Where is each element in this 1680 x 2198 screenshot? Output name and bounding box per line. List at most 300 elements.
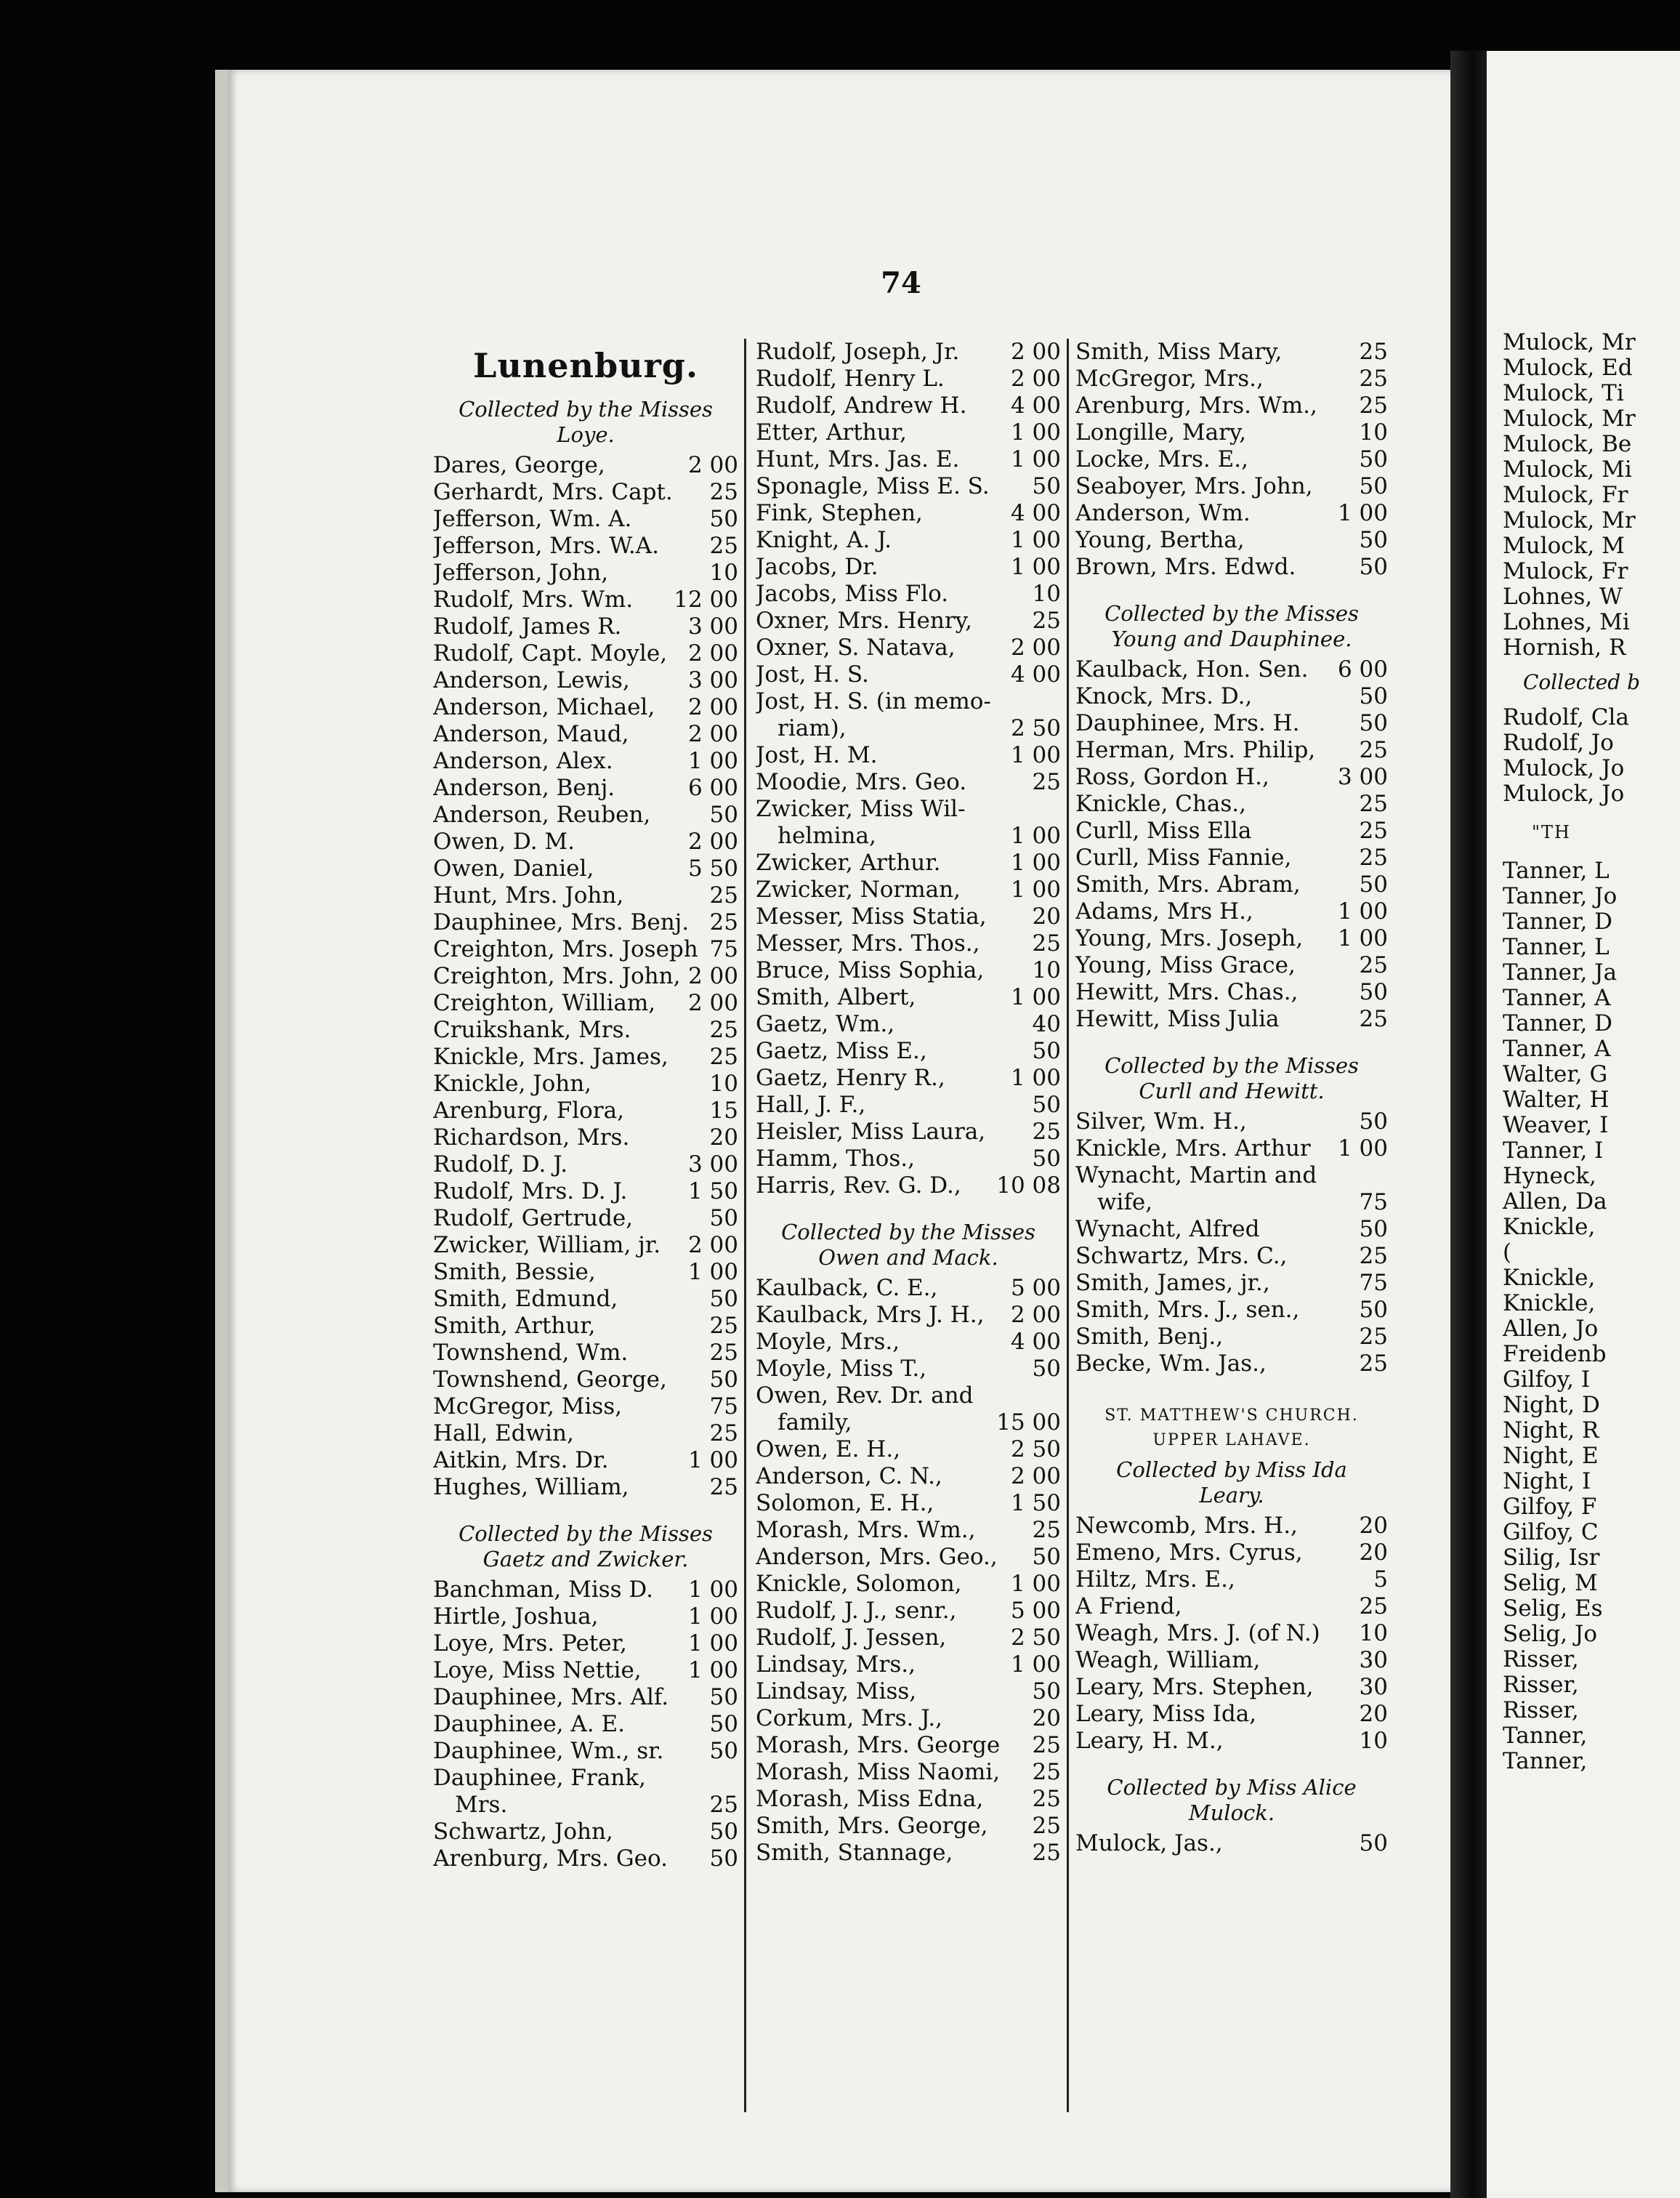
donor-name: Oxner, S. Natava, — [756, 635, 956, 661]
donation-amount: 50 — [1359, 683, 1388, 709]
donor-row — [1075, 1830, 1388, 1857]
right-page-line: Tanner, A — [1503, 985, 1611, 1011]
donor-name: Cruikshank, Mrs. — [433, 1017, 631, 1043]
church-heading-line: UPPER LAHAVE. — [1152, 1431, 1311, 1449]
right-page-line: Mulock, Ed — [1503, 355, 1633, 381]
right-page-line: Mulock, Jo — [1503, 781, 1625, 807]
donor-name: Morash, Mrs. George — [756, 1732, 1001, 1758]
donation-amount: 1 00 — [1010, 1651, 1061, 1678]
collector-note — [433, 1517, 738, 1577]
donor-row — [756, 1356, 1061, 1382]
donor-name: Wynacht, Alfred — [1075, 1216, 1260, 1242]
donation-amount: 3 00 — [687, 613, 738, 640]
donor-row — [433, 856, 738, 882]
right-page-line: Night, E — [1503, 1443, 1599, 1469]
donation-amount: 50 — [1359, 871, 1388, 898]
collector-note-line: Collected by the Misses — [1104, 601, 1359, 626]
donor-name: Anderson, Lewis, — [433, 667, 630, 693]
donor-name: Longille, Mary, — [1075, 419, 1247, 446]
donor-row — [433, 1098, 738, 1124]
donation-amount: 50 — [1032, 1092, 1061, 1118]
donor-row — [1075, 1216, 1388, 1243]
donation-amount — [734, 1765, 738, 1792]
right-page-line: Hyneck, — [1503, 1163, 1596, 1189]
donor-row — [433, 721, 738, 748]
donation-amount: 10 — [709, 560, 738, 586]
donation-amount: 5 00 — [1010, 1275, 1061, 1301]
donation-amount: 40 — [1032, 1011, 1061, 1037]
donation-amount: 50 — [1359, 527, 1388, 553]
donor-name: Messer, Mrs. Thos., — [756, 930, 980, 957]
donor-row — [756, 688, 1061, 715]
right-page-line: Night, D — [1503, 1392, 1600, 1418]
donor-row — [756, 769, 1061, 796]
right-page-line: ( — [1503, 1239, 1512, 1265]
donor-name: Silver, Wm. H., — [1075, 1108, 1247, 1135]
donation-amount: 1 00 — [1010, 877, 1061, 903]
donation-amount: 50 — [1032, 1356, 1061, 1382]
donor-name: Rudolf, Gertrude, — [433, 1205, 634, 1231]
donor-row — [756, 473, 1061, 500]
donation-amount: 50 — [1359, 446, 1388, 472]
donation-amount: 1 00 — [687, 1447, 738, 1473]
donation-amount: 50 — [1359, 1297, 1388, 1323]
donation-amount: 1 50 — [1010, 1490, 1061, 1516]
collector-note-line: Collected by the Misses Loye. — [459, 397, 713, 447]
donor-row — [756, 1651, 1061, 1678]
donor-row — [756, 742, 1061, 769]
donor-row — [433, 533, 738, 560]
donor-row — [756, 1705, 1061, 1732]
donor-row — [1075, 925, 1388, 952]
donation-amount: 12 00 — [674, 587, 738, 613]
donor-row — [433, 1819, 738, 1845]
right-page-line: Mulock, Mr — [1503, 507, 1636, 534]
donor-row — [1075, 419, 1388, 446]
donor-row — [433, 1845, 738, 1872]
donation-amount: 50 — [1359, 554, 1388, 580]
donor-name: Knickle, Solomon, — [756, 1571, 962, 1597]
donor-name: Rudolf, Capt. Moyle, — [433, 640, 668, 667]
donor-name: Brown, Mrs. Edwd. — [1075, 554, 1296, 580]
donor-row — [433, 1657, 738, 1684]
donor-row — [1075, 473, 1388, 500]
donor-row — [433, 1765, 738, 1792]
donation-amount: 25 — [1032, 769, 1061, 795]
donation-amount: 30 — [1359, 1674, 1388, 1700]
donor-name: Zwicker, Miss Wil- — [756, 796, 966, 822]
donor-row — [756, 1786, 1061, 1813]
donation-amount: 1 00 — [1337, 500, 1388, 526]
donation-amount: 2 00 — [687, 452, 738, 478]
donor-name: Smith, Benj., — [1075, 1324, 1224, 1350]
donation-amount — [1384, 1162, 1388, 1189]
donor-row — [756, 1092, 1061, 1119]
donation-amount: 75 — [709, 936, 738, 962]
donation-amount: 1 00 — [1010, 984, 1061, 1010]
donation-amount: 25 — [1359, 1593, 1388, 1619]
right-page-line: Tanner, Jo — [1503, 883, 1618, 909]
right-page-line: Hornish, R — [1503, 635, 1626, 661]
donation-amount: 2 00 — [687, 694, 738, 720]
donor-row — [1075, 339, 1388, 366]
donor-row — [756, 1172, 1061, 1199]
right-page-line: Tanner, D — [1503, 909, 1613, 935]
right-page-line: Gilfoy, F — [1503, 1494, 1597, 1520]
donor-name: wife, — [1097, 1189, 1153, 1215]
church-heading — [1075, 1393, 1388, 1453]
donor-row — [433, 1366, 738, 1393]
donor-row — [756, 1625, 1061, 1651]
donor-row — [756, 1571, 1061, 1598]
donation-amount: 50 — [1032, 1146, 1061, 1172]
donor-row — [433, 1603, 738, 1630]
donor-name: Oxner, Mrs. Henry, — [756, 608, 972, 634]
donor-row — [756, 1598, 1061, 1625]
right-page-line: Night, R — [1503, 1417, 1599, 1444]
donor-name: Knickle, Mrs. Arthur — [1075, 1135, 1311, 1162]
right-page-line: Mulock, Be — [1503, 431, 1632, 457]
donor-name: Hall, J. F., — [756, 1092, 866, 1118]
donation-amount — [1057, 688, 1061, 715]
donor-row — [756, 1678, 1061, 1705]
right-page-line: Allen, Jo — [1503, 1316, 1599, 1342]
donation-amount: 1 00 — [1010, 742, 1061, 768]
donation-amount: 4 00 — [1010, 1329, 1061, 1355]
collector-note-line: Collected by Miss Ida — [1116, 1457, 1347, 1482]
right-page-line: Weaver, I — [1503, 1112, 1609, 1138]
donor-row — [756, 1329, 1061, 1356]
donor-row — [1075, 1297, 1388, 1324]
donor-row — [433, 1393, 738, 1420]
right-page-line: Mulock, Mr — [1503, 329, 1636, 355]
donor-name: Moyle, Mrs., — [756, 1329, 900, 1355]
donor-name: Knickle, Chas., — [1075, 791, 1246, 817]
donor-name: Schwartz, Mrs. C., — [1075, 1243, 1288, 1269]
donor-row — [1075, 1324, 1388, 1350]
donation-amount: 25 — [1032, 930, 1061, 957]
donor-name: Becke, Wm. Jas., — [1075, 1350, 1267, 1377]
donor-row — [756, 1302, 1061, 1329]
donor-row — [1075, 710, 1388, 737]
donor-row — [1075, 1108, 1388, 1135]
donation-amount: 50 — [709, 1845, 738, 1872]
donor-name: Jefferson, John, — [433, 560, 609, 586]
donation-amount: 1 00 — [1010, 1571, 1061, 1597]
donation-amount: 25 — [1359, 339, 1388, 365]
column-2 — [756, 339, 1061, 1867]
donation-amount — [1057, 796, 1061, 823]
right-page-line: Mulock, Mr — [1503, 406, 1636, 432]
section-gap — [1075, 1033, 1388, 1049]
donation-amount: 5 50 — [687, 856, 738, 882]
column-1 — [433, 339, 738, 1872]
donation-amount: 20 — [1032, 1705, 1061, 1731]
donor-row — [433, 775, 738, 802]
donation-amount: 25 — [1359, 818, 1388, 844]
donor-name: Smith, Bessie, — [433, 1259, 596, 1285]
donor-name: McGregor, Miss, — [433, 1393, 622, 1420]
donor-row — [756, 1119, 1061, 1146]
donor-row — [433, 560, 738, 587]
right-page-line: Gilfoy, C — [1503, 1519, 1599, 1545]
donation-amount: 75 — [1359, 1270, 1388, 1296]
donor-name: Corkum, Mrs. J., — [756, 1705, 942, 1731]
donor-row — [433, 1259, 738, 1286]
donor-row — [433, 1205, 738, 1232]
donor-row — [756, 635, 1061, 661]
donation-amount: 75 — [709, 1393, 738, 1420]
donor-row — [756, 1732, 1061, 1759]
donor-row — [1075, 1728, 1388, 1755]
donor-row — [1075, 898, 1388, 925]
donor-row — [1075, 791, 1388, 818]
donor-name: Knickle, John, — [433, 1071, 592, 1097]
donor-name: Young, Mrs. Joseph, — [1075, 925, 1304, 951]
donation-amount: 25 — [1032, 1517, 1061, 1543]
collector-note-line: Collected by the Misses — [781, 1220, 1035, 1244]
donation-amount: 2 50 — [1010, 1436, 1061, 1462]
right-page-line: Tanner, A — [1503, 1036, 1611, 1062]
donor-row — [756, 419, 1061, 446]
donor-row — [756, 1038, 1061, 1065]
donation-amount: 1 00 — [1337, 925, 1388, 951]
donor-row — [1075, 1243, 1388, 1270]
donation-amount: 25 — [1359, 791, 1388, 817]
donation-amount: 20 — [1359, 1513, 1388, 1539]
donor-name: Arenburg, Mrs. Wm., — [1075, 392, 1317, 419]
right-page-column — [1503, 330, 1680, 1774]
donor-name: Morash, Mrs. Wm., — [756, 1517, 976, 1543]
book-gutter — [1450, 51, 1487, 2198]
donor-row — [433, 990, 738, 1017]
right-page-line: Lohnes, Mi — [1503, 609, 1630, 635]
collector-note-line: Gaetz and Zwicker. — [482, 1547, 689, 1571]
right-page-line: Collected b — [1523, 670, 1641, 694]
donation-amount: 25 — [709, 1044, 738, 1070]
donor-name: Ross, Gordon H., — [1075, 764, 1269, 790]
donor-name: Richardson, Mrs. — [433, 1124, 630, 1151]
donation-amount: 3 00 — [687, 667, 738, 693]
donor-row — [433, 882, 738, 909]
right-page-line: Mulock, Mi — [1503, 456, 1632, 483]
donor-name: Jacobs, Dr. — [756, 554, 879, 580]
donor-row — [433, 936, 738, 963]
donation-amount: 10 08 — [996, 1172, 1061, 1199]
donation-amount: 25 — [1359, 1324, 1388, 1350]
donor-row — [756, 1146, 1061, 1172]
donation-amount: 50 — [709, 1205, 738, 1231]
donor-name: Dares, George, — [433, 452, 605, 478]
donor-row — [1075, 1162, 1388, 1189]
donor-row — [1075, 979, 1388, 1006]
donor-name: Smith, Stannage, — [756, 1840, 953, 1866]
donor-name: Harris, Rev. G. D., — [756, 1172, 961, 1199]
right-page-line: "TH — [1532, 822, 1571, 842]
collector-note-line: Leary. — [1199, 1483, 1264, 1507]
donation-amount: 25 — [1032, 1786, 1061, 1812]
donor-row — [433, 1738, 738, 1765]
donation-amount: 25 — [709, 1313, 738, 1339]
donor-row — [756, 608, 1061, 635]
donor-name: Dauphinee, Mrs. Alf. — [433, 1684, 669, 1710]
donor-row — [433, 613, 738, 640]
donor-name: Creighton, Mrs. John, — [433, 963, 681, 989]
donor-name: Morash, Miss Edna, — [756, 1786, 984, 1812]
donation-amount: 1 00 — [687, 1577, 738, 1603]
collector-note-line: Owen and Mack. — [818, 1245, 998, 1270]
donor-name: Hamm, Thos., — [756, 1146, 915, 1172]
donor-name: Smith, Mrs. Abram, — [1075, 871, 1301, 898]
donor-name: Smith, James, jr., — [1075, 1270, 1270, 1296]
donor-row — [756, 1813, 1061, 1840]
right-page-line: Knickle, — [1503, 1265, 1596, 1291]
donation-amount: 25 — [1359, 845, 1388, 871]
donor-row — [433, 1711, 738, 1738]
column-3 — [1075, 339, 1388, 1857]
donor-name: Curll, Miss Fannie, — [1075, 845, 1292, 871]
donor-row — [756, 1065, 1061, 1092]
donor-name: Zwicker, Arthur. — [756, 850, 941, 876]
donation-amount: 4 00 — [1010, 500, 1061, 526]
donation-amount: 2 00 — [1010, 339, 1061, 365]
donation-amount: 25 — [709, 1017, 738, 1043]
donor-row — [756, 1544, 1061, 1571]
donation-amount: 15 — [709, 1098, 738, 1124]
right-page-line: Night, I — [1503, 1468, 1591, 1494]
donation-amount: 6 00 — [1337, 656, 1388, 683]
donor-name: McGregor, Mrs., — [1075, 366, 1264, 392]
right-page-line: Knickle, — [1503, 1214, 1596, 1240]
right-page-line: Allen, Da — [1503, 1188, 1607, 1215]
donation-amount: 2 50 — [1010, 1625, 1061, 1651]
donation-amount: 1 00 — [687, 1603, 738, 1630]
donation-amount: 2 00 — [687, 990, 738, 1016]
donor-row — [1075, 1620, 1388, 1647]
donation-amount: 50 — [709, 1366, 738, 1393]
donation-amount: 25 — [1359, 952, 1388, 978]
donor-name: Anderson, C. N., — [756, 1463, 942, 1489]
donor-name: Hall, Edwin, — [433, 1420, 574, 1446]
donor-row — [1075, 656, 1388, 683]
right-page-line: Gilfoy, I — [1503, 1366, 1591, 1393]
donor-row — [756, 339, 1061, 366]
donor-row — [1075, 845, 1388, 871]
donor-name: Jost, H. S. — [756, 661, 869, 688]
donor-name: Gaetz, Henry R., — [756, 1065, 945, 1091]
donation-amount: 1 00 — [687, 1657, 738, 1683]
donation-amount: 2 00 — [1010, 1302, 1061, 1328]
donation-amount: 50 — [1032, 473, 1061, 499]
donor-row — [433, 1447, 738, 1474]
donation-amount: 5 00 — [1010, 1598, 1061, 1624]
right-page-line: Risser, — [1503, 1697, 1579, 1723]
donor-row — [756, 1436, 1061, 1463]
donor-name: Hunt, Mrs. John, — [433, 882, 624, 909]
donation-amount: 25 — [1032, 1732, 1061, 1758]
donor-name: Sponagle, Miss E. S. — [756, 473, 990, 499]
donor-name: Arenburg, Mrs. Geo. — [433, 1845, 668, 1872]
donor-name: Adams, Mrs H., — [1075, 898, 1253, 925]
donation-amount: 20 — [1032, 903, 1061, 930]
donation-amount: 1 00 — [1337, 1135, 1388, 1162]
donor-name: Gaetz, Miss E., — [756, 1038, 927, 1064]
donation-amount: 1 00 — [687, 1259, 738, 1285]
donor-row — [756, 392, 1061, 419]
donor-name: Jacobs, Miss Flo. — [756, 581, 949, 607]
donor-row — [756, 1463, 1061, 1490]
donor-name: Schwartz, John, — [433, 1819, 613, 1845]
donor-name: Anderson, Alex. — [433, 748, 613, 774]
donor-name: Morash, Miss Naomi, — [756, 1759, 1001, 1785]
donation-amount: 25 — [1359, 1006, 1388, 1032]
donor-name: Hewitt, Mrs. Chas., — [1075, 979, 1299, 1005]
donor-row — [433, 1178, 738, 1205]
donor-row — [756, 850, 1061, 877]
collector-note — [433, 392, 738, 452]
donor-name: Smith, Arthur, — [433, 1313, 596, 1339]
donor-row — [1075, 737, 1388, 764]
donor-row — [756, 581, 1061, 608]
donation-amount: 50 — [709, 1684, 738, 1710]
donor-row — [1075, 1566, 1388, 1593]
donor-row — [756, 661, 1061, 688]
donor-row — [433, 1071, 738, 1098]
right-page-line: Tanner, — [1503, 1748, 1588, 1774]
donation-amount: 50 — [1032, 1678, 1061, 1704]
donor-row — [1075, 1593, 1388, 1620]
right-page-line: Lohnes, W — [1503, 584, 1623, 610]
right-page-line: Tanner, I — [1503, 1138, 1604, 1164]
donor-row — [433, 1630, 738, 1657]
donor-name: Anderson, Reuben, — [433, 802, 651, 828]
donation-amount: 3 00 — [687, 1151, 738, 1178]
donor-name: Kaulback, C. E., — [756, 1275, 938, 1301]
donation-amount: 1 00 — [1010, 419, 1061, 446]
donation-amount: 25 — [709, 1474, 738, 1500]
donation-amount: 50 — [709, 1738, 738, 1764]
right-page-line: Risser, — [1503, 1672, 1579, 1698]
right-page-line: Silig, Isr — [1503, 1545, 1600, 1571]
collector-note-line: Collected by Miss Alice — [1107, 1775, 1357, 1800]
donor-name: Knickle, Mrs. James, — [433, 1044, 669, 1070]
donor-name: Curll, Miss Ella — [1075, 818, 1252, 844]
donor-row — [433, 802, 738, 829]
donor-row — [433, 1792, 738, 1819]
donation-amount: 25 — [709, 1792, 738, 1818]
donation-amount: 25 — [1032, 1119, 1061, 1145]
donation-amount: 20 — [1359, 1701, 1388, 1727]
collector-note — [1075, 1049, 1388, 1108]
donation-amount: 2 00 — [687, 1232, 738, 1258]
donor-name: Anderson, Benj. — [433, 775, 615, 801]
donor-row — [756, 715, 1061, 742]
donor-name: Etter, Arthur, — [756, 419, 907, 446]
donor-row — [433, 1232, 738, 1259]
collector-note-line: Collected by the Misses — [459, 1521, 713, 1546]
donation-amount: 50 — [709, 802, 738, 828]
donor-row — [756, 1840, 1061, 1867]
donor-name: Wynacht, Martin and — [1075, 1162, 1317, 1188]
donor-row — [756, 823, 1061, 850]
donor-name: Arenburg, Flora, — [433, 1098, 624, 1124]
donor-name: Hiltz, Mrs. E., — [1075, 1566, 1235, 1593]
donor-name: Smith, Mrs. George, — [756, 1813, 988, 1839]
donation-amount: 50 — [709, 1286, 738, 1312]
donation-amount: 50 — [1359, 1216, 1388, 1242]
donation-amount: 10 — [1032, 957, 1061, 983]
donation-amount: 20 — [1359, 1539, 1388, 1566]
